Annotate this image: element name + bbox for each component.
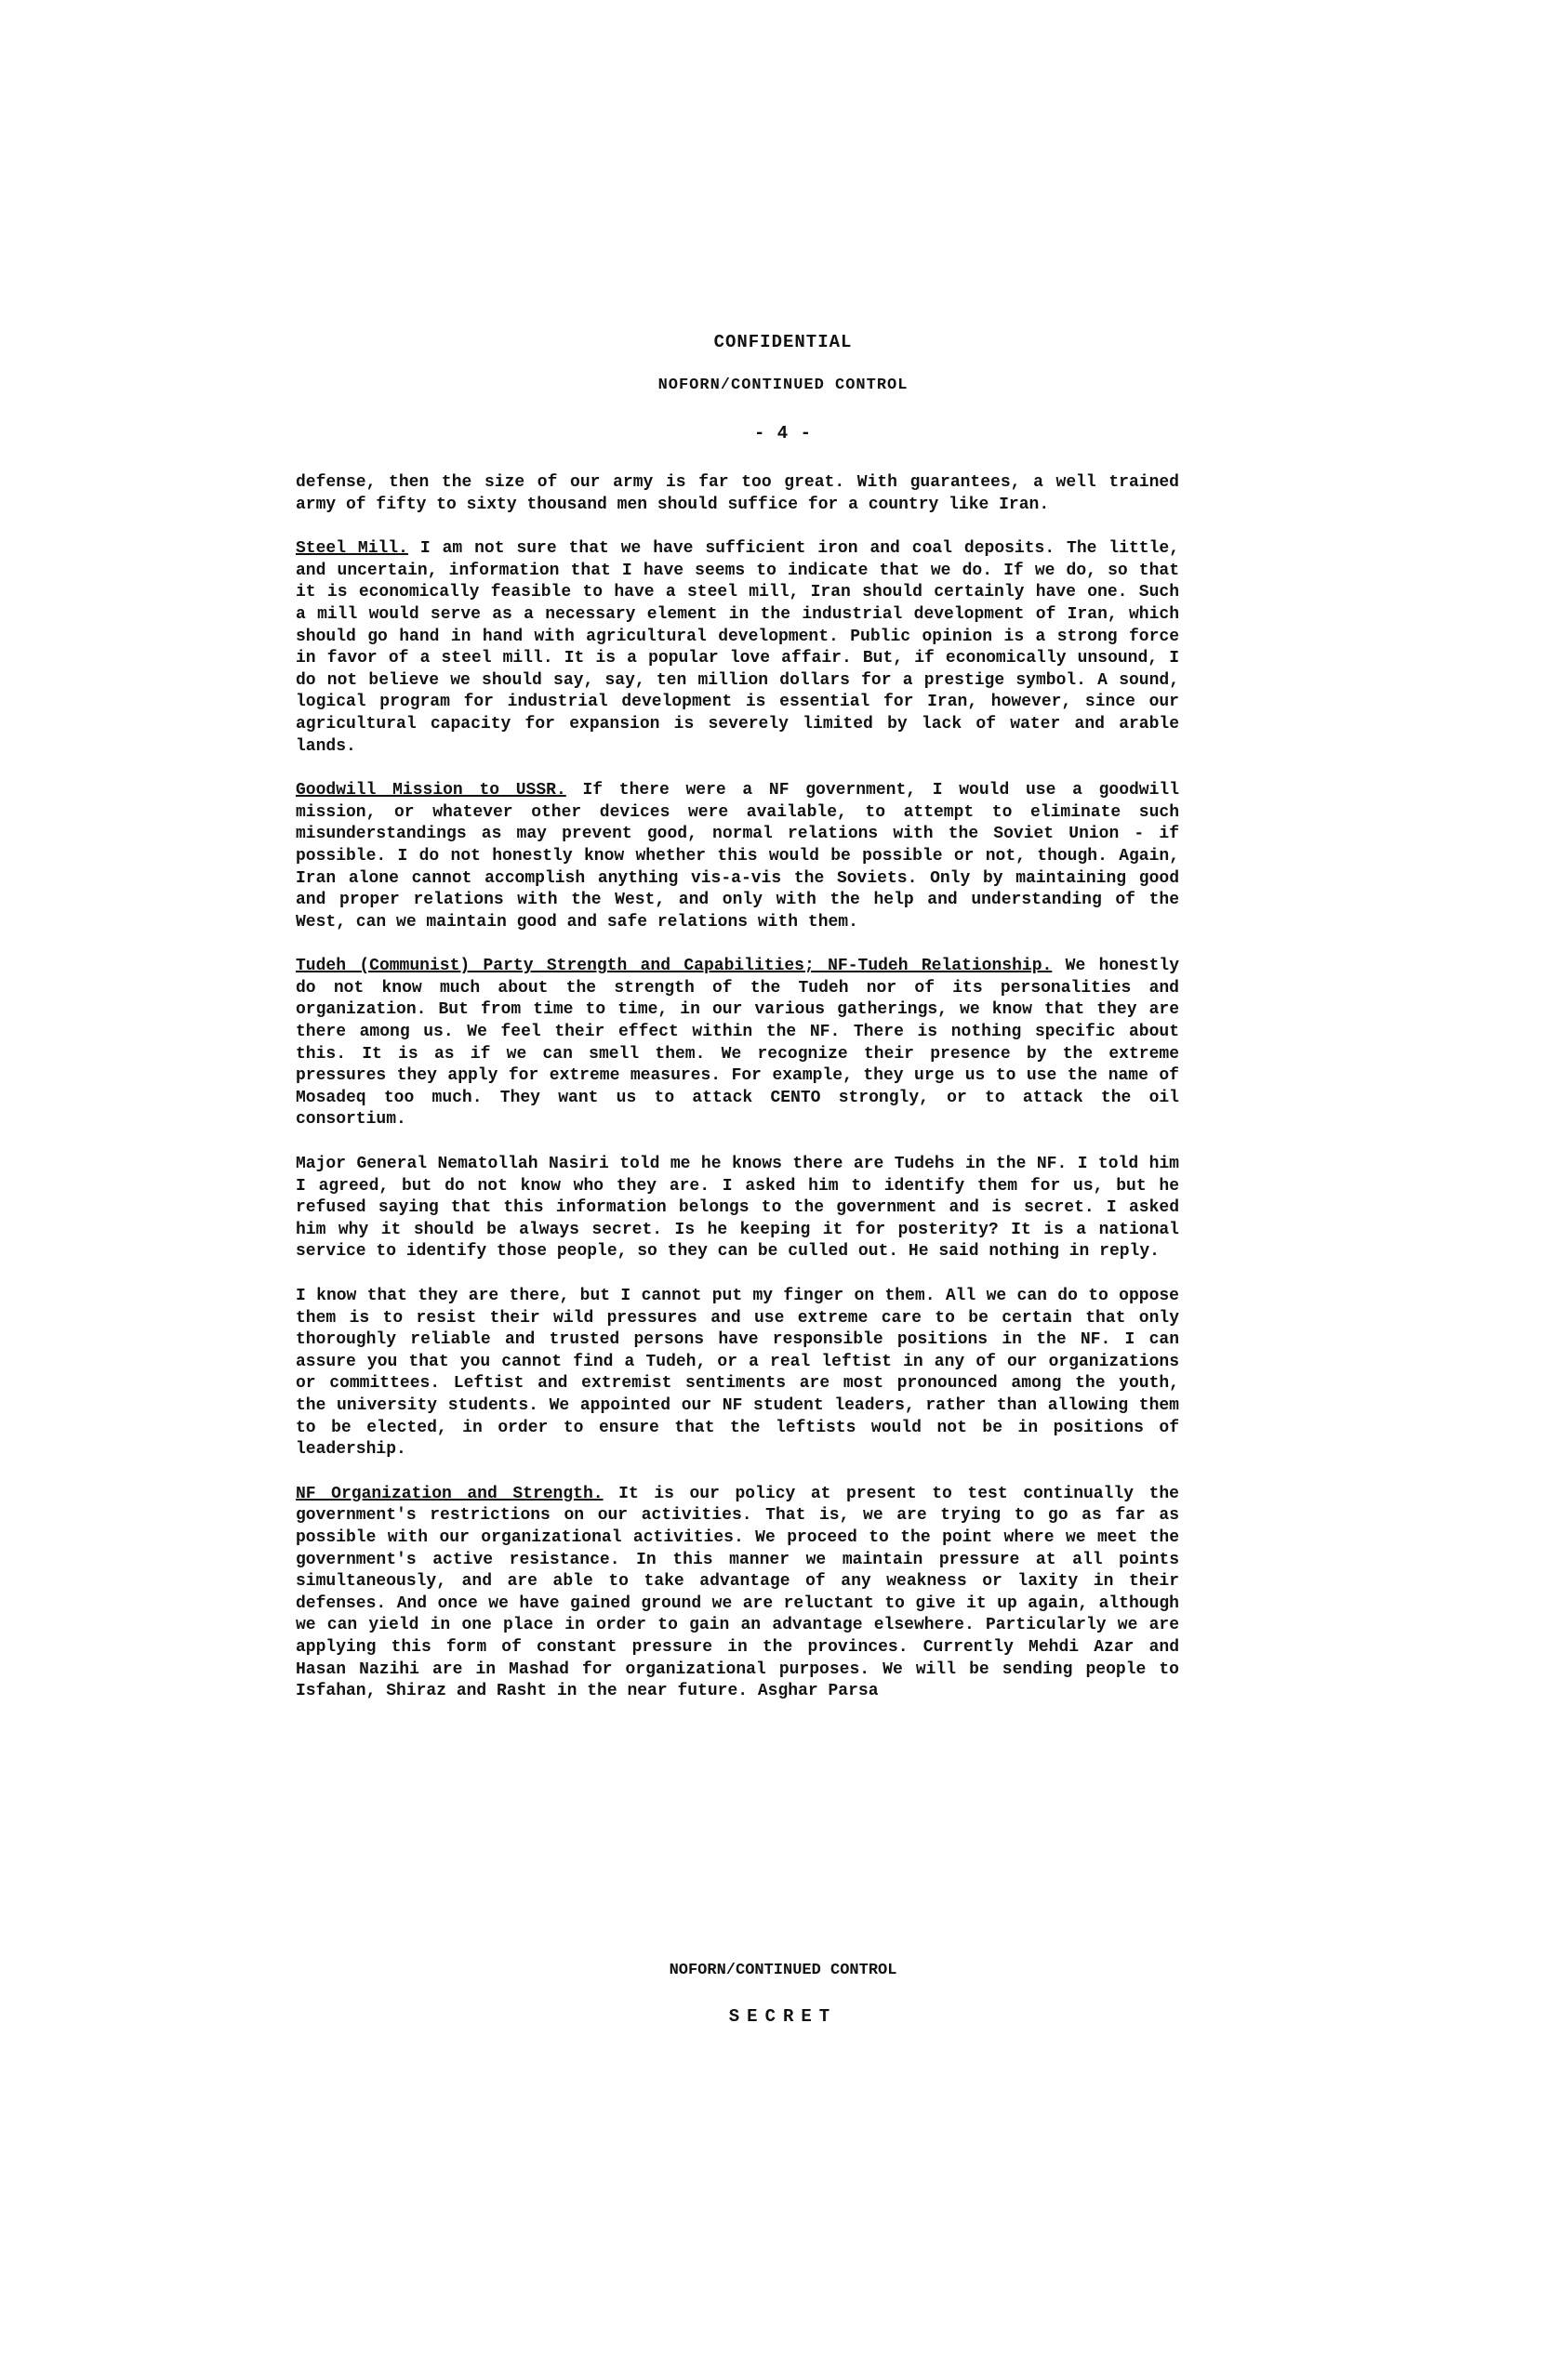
paragraph-steel-mill xyxy=(296,538,1179,758)
paragraph-tudeh-strength xyxy=(296,956,1179,1131)
classification-header: CONFIDENTIAL xyxy=(713,332,853,352)
page-number: - 4 - xyxy=(753,423,812,443)
document-body xyxy=(296,472,1179,1726)
section-heading: Tudeh (Communist) Party Strength and Capabilities; NF-Tudeh Relationship. xyxy=(296,957,1053,976)
section-heading: Goodwill Mission to USSR. xyxy=(296,781,566,800)
paragraph-goodwill-mission xyxy=(296,780,1179,933)
control-header: NOFORN/CONTINUED CONTROL xyxy=(657,377,909,394)
paragraph-text: I am not sure that we have sufficient iron and coal deposits. The little, and uncertain, information that I have seems to indicate that we do. If we do, so that it is economically feasible to have a steel mill, Iran should certainly have one. Such a mill would serve as a necessary element in the industrial development of Iran, which should go hand in hand with agricultural development. Public opinion is a strong force in favor of a steel mill. It is a popular love affair. But, if economically unsound, I do not believe we should say, say, ten million dollars for a prestige symbol. A sound, logical program for industrial development is essential for Iran, however, since our agricultural capacity for expansion is severely limited by lack of water and arable lands. xyxy=(296,539,1179,756)
paragraph-nasiri xyxy=(296,1154,1179,1263)
paragraph-text: It is our policy at present to test continually the government's restrictions on our activities. That is, we are trying to go as far as possible with our organizational activities. We proceed to the point where we meet the government's active resistance. In this manner we maintain pressure at all points simultaneously, and are able to take advantage of any weakness or laxity in their defenses. And once we have gained ground we are reluctant to give it up again, although we can yield in one place in order to gain an advantage elsewhere. Particularly we are applying this form of constant pressure in the provinces. Currently Mehdi Azar and Hasan Nazihi are in Mashad for organizational purposes. We will be sending people to Isfahan, Shiraz and Rasht in the near future. Asghar Parsa xyxy=(296,1484,1179,1701)
paragraph-text: I know that they are there, but I cannot put my finger on them. All we can do to oppose them is to resist their wild pressures and use extreme care to be certain that only thoroughly reliable and trusted persons have responsible positions in the NF. I can assure you that you cannot find a Tudeh, or a real leftist in any of our organizations or committees. Leftist and extremist sentiments are most pronounced among the youth, the university students. We appointed our NF student leaders, rather than allowing them to be elected, in order to ensure that the leftists would not be in positions of leadership. xyxy=(296,1287,1179,1460)
paragraph-text: If there were a NF government, I would use a goodwill mission, or whatever other devices were available, to attempt to eliminate such misunderstandings as may prevent good, normal relations with the Soviet Union - if possible. I do not honestly know whether this would be possible or not, though. Again, Iran alone cannot accomplish anything vis-a-vis the Soviets. Only by maintaining good and proper relations with the West, and only with the help and understanding of the West, can we maintain good and safe relations with them. xyxy=(296,781,1180,932)
classification-footer: SECRET xyxy=(728,2006,838,2027)
paragraph-oppose xyxy=(296,1286,1179,1461)
control-footer: NOFORN/CONTINUED CONTROL xyxy=(669,1962,897,1979)
paragraph-text: Major General Nematollah Nasiri told me he knows there are Tudehs in the NF. I told him I agreed, but do not know who they are. I asked him to identify them for us, but he refused saying that this information belongs to the government and is secret. I asked him why it should be always secret. Is he keeping it for posterity? It is a national service to identify those people, so they can be culled out. He said nothing in reply. xyxy=(296,1155,1179,1262)
paragraph-defense xyxy=(296,472,1179,516)
paragraph-text: defense, then the size of our army is far too great. With guarantees, a well trained army of fifty to sixty thousand men should suffice for a country like Iran. xyxy=(296,473,1179,514)
paragraph-text: We honestly do not know much about the strength of the Tudeh nor of its personalities and organization. But from time to time, in our various gatherings, we know that they are there among us. We feel their effect within the NF. There is nothing specific about this. It is as if we can smell them. We recognize their presence by the extreme pressures they apply for extreme measures. For example, they urge us to use the name of Mosadeq too much. They want us to attack CENTO strongly, or to attack the oil consortium. xyxy=(296,957,1179,1130)
section-heading: NF Organization and Strength. xyxy=(296,1484,604,1503)
section-heading: Steel Mill. xyxy=(296,539,408,559)
paragraph-nf-organization xyxy=(296,1484,1179,1703)
